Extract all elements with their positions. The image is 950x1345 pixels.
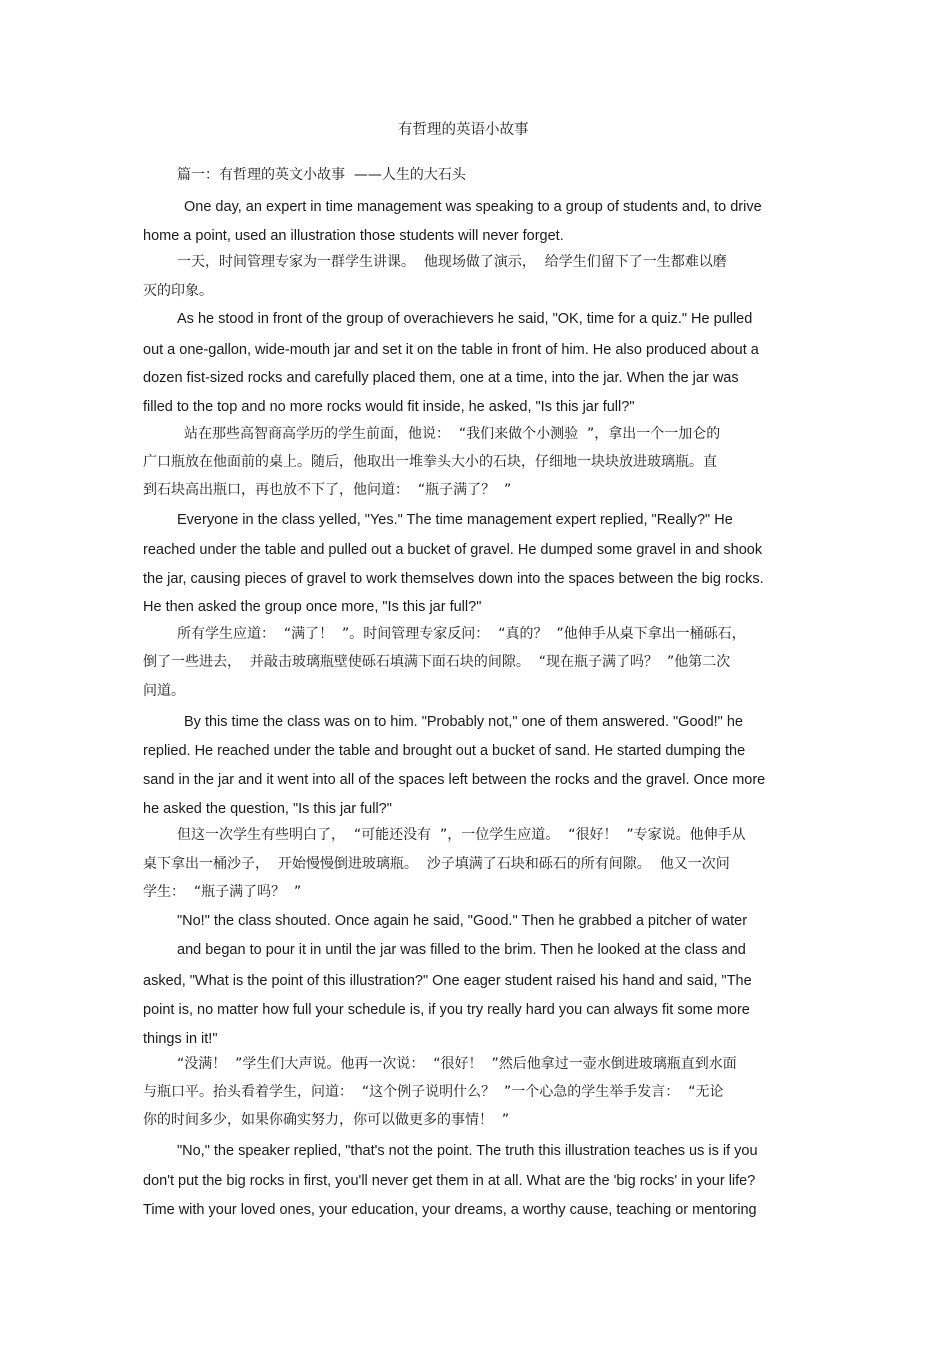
paragraph-line: 所有学生应道： “满了！ ”。时间管理专家反问： “真的？ ”他伸手从桌下拿出一桶砾石， [177,626,746,642]
paragraph-line: 站在那些高智商高学历的学生前面，他说： “我们来做个小测验 ”，拿出一个一加仑的 [184,426,721,442]
paragraph-line: sand in the jar and it went into all of the spaces left between the rocks and the gravel. Once more [143,772,766,788]
paragraph-line: dozen fist-sized rocks and carefully placed them, one at a time, into the jar. When the jar was [143,370,739,386]
section-heading: 篇一：有哲理的英文小故事 ——人生的大石头 [177,167,466,183]
paragraph-line: "No!" the class shouted. Once again he said, "Good." Then he grabbed a pitcher of water [177,913,748,929]
paragraph-line: reached under the table and pulled out a bucket of gravel. He dumped some gravel in and shook [143,542,763,558]
paragraph-line: 你的时间多少，如果你确实努力，你可以做更多的事情！ ” [143,1112,510,1128]
paragraph-line: 广口瓶放在他面前的桌上。随后，他取出一堆拳头大小的石块，仔细地一块块放进玻璃瓶。直 [143,454,717,470]
paragraph-line: 与瓶口平。抬头看着学生，问道： “这个例子说明什么？ ”一个心急的学生举手发言： “无论 [143,1084,724,1100]
paragraph-line: 到石块高出瓶口，再也放不下了，他问道： “瓶子满了？ ” [143,482,512,498]
paragraph-line: Time with your loved ones, your education, your dreams, a worthy cause, teaching or mentoring [143,1202,757,1218]
paragraph-line: One day, an expert in time management was speaking to a group of students and, to drive [184,199,762,215]
paragraph-line: “没满！ ”学生们大声说。他再一次说： “很好！ ”然后他拿过一壶水倒进玻璃瓶直到水面 [177,1056,737,1072]
paragraph-line: filled to the top and no more rocks would fit inside, he asked, "Is this jar full?" [143,399,635,415]
paragraph-line: By this time the class was on to him. "Probably not," one of them answered. "Good!" he [184,714,743,730]
paragraph-line: replied. He reached under the table and brought out a bucket of sand. He started dumping the [143,743,746,759]
paragraph-line: out a one-gallon, wide-mouth jar and set it on the table in front of him. He also produced about a [143,342,759,358]
paragraph-line: point is, no matter how full your schedule is, if you try really hard you can always fit some more [143,1002,750,1018]
paragraph-line: 倒了一些进去， 并敲击玻璃瓶壁使砾石填满下面石块的间隙。 “现在瓶子满了吗？ ”他第二次 [143,654,731,670]
document-title: 有哲理的英语小故事 [398,122,529,138]
paragraph-line: don't put the big rocks in first, you'll never get them in at all. What are the 'big rocks' in your life? [143,1173,756,1189]
paragraph-line: 问道。 [143,683,185,699]
paragraph-line: 一天，时间管理专家为一群学生讲课。 他现场做了演示， 给学生们留下了一生都难以磨 [177,254,727,270]
paragraph-line: Everyone in the class yelled, "Yes." The time management expert replied, "Really?" He [177,512,733,528]
paragraph-line: the jar, causing pieces of gravel to work themselves down into the spaces between the big rocks. [143,571,764,587]
paragraph-line: asked, "What is the point of this illustration?" One eager student raised his hand and said, "The [143,973,752,989]
paragraph-line: 桌下拿出一桶沙子， 开始慢慢倒进玻璃瓶。 沙子填满了石块和砾石的所有间隙。 他又一次问 [143,856,730,872]
paragraph-line: As he stood in front of the group of overachievers he said, "OK, time for a quiz." He pulled [177,311,753,327]
paragraph-line: things in it!" [143,1031,218,1047]
paragraph-line: home a point, used an illustration those students will never forget. [143,228,564,244]
paragraph-line: He then asked the group once more, "Is this jar full?" [143,599,482,615]
paragraph-line: 灭的印象。 [143,283,213,299]
paragraph-line: 但这一次学生有些明白了， “可能还没有 ”，一位学生应道。 “很好！ ”专家说。他伸手从 [177,827,746,843]
paragraph-line: he asked the question, "Is this jar full?" [143,801,392,817]
paragraph-line: "No," the speaker replied, "that's not the point. The truth this illustration teaches us is if you [177,1143,758,1159]
paragraph-line: and began to pour it in until the jar was filled to the brim. Then he looked at the class and [177,942,746,958]
paragraph-line: 学生： “瓶子满了吗？ ” [143,884,302,900]
